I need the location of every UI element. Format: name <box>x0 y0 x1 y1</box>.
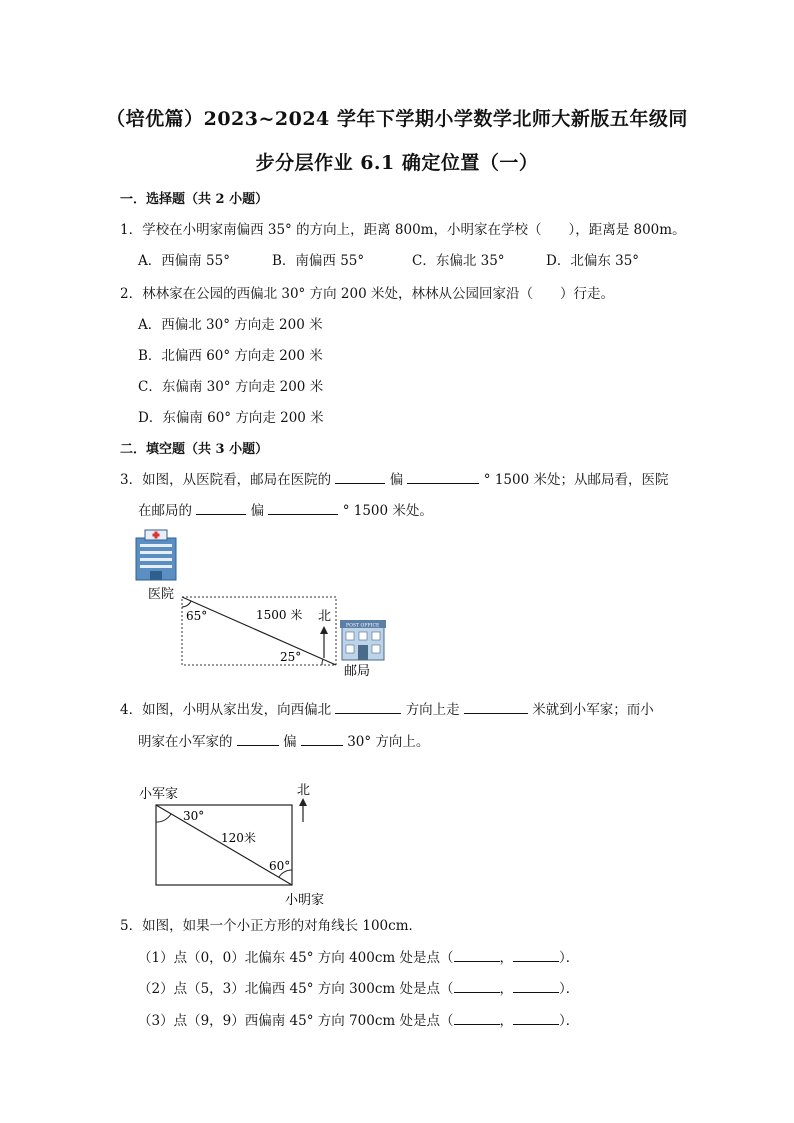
q4-blank-4[interactable] <box>301 733 343 746</box>
q5-item-2-text: （2）点（5，3）北偏西 45° 方向 300cm 处是点（ <box>138 981 454 997</box>
q3-text-f: ° 1500 米处。 <box>342 503 433 519</box>
q5-item-2-blank-1[interactable] <box>454 980 500 993</box>
q5-item-2-blank-2[interactable] <box>513 980 559 993</box>
q5-item-3-text: （3）点（9，9）西偏南 45° 方向 700cm 处是点（ <box>138 1013 454 1029</box>
q5-item-3 <box>138 1009 579 1029</box>
q3-blank-4[interactable] <box>268 502 338 515</box>
q5-item-3-blank-2[interactable] <box>513 1012 559 1025</box>
q4-distance-label: 120米 <box>221 831 256 845</box>
q5-item-1-blank-1[interactable] <box>454 949 500 962</box>
q4-blank-3[interactable] <box>237 733 279 746</box>
q3-angle-arc-hospital <box>182 601 191 607</box>
title-line-2: 步分层作业 6.1 确定位置（一） <box>255 152 539 174</box>
q4-blank-1[interactable] <box>335 701 401 714</box>
q3-angle-hospital: 65° <box>186 609 208 623</box>
q5-item-1-suffix: ）． <box>559 950 580 966</box>
section-choice-heading: 一．选择题（共 2 小题） <box>120 192 269 207</box>
question-3-line-2 <box>138 499 433 519</box>
q5-item-2 <box>138 977 579 997</box>
q4-figure <box>135 778 335 908</box>
q5-item-1-blank-2[interactable] <box>513 949 559 962</box>
hospital-label: 医院 <box>148 587 175 602</box>
q3-figure <box>130 528 400 680</box>
question-4-line-2 <box>138 730 429 750</box>
q1-option-d[interactable]: D．北偏东 35° <box>546 253 640 269</box>
q3-angle-arc-post <box>322 659 323 665</box>
q4-text-c: 米就到小军家；而小 <box>532 702 654 718</box>
q5-item-3-suffix: ）． <box>559 1013 580 1029</box>
q4-text-a: 4．如图，小明从家出发，向西偏北 <box>120 702 332 718</box>
q5-item-3-comma: ， <box>499 1013 513 1029</box>
q4-text-f: 30° 方向上。 <box>347 734 430 750</box>
xiaojun-home-label: 小军家 <box>139 787 179 802</box>
title-line-1: （培优篇）2023~2024 学年下学期小学数学北师大新版五年级同 <box>106 108 688 130</box>
question-1-text: 1．学校在小明家南偏西 35° 的方向上，距离 800m，小明家在学校（ ），距离是 800m。 <box>120 222 686 238</box>
q1-option-b[interactable]: B．南偏西 55° <box>272 253 365 269</box>
q3-north-arrow-icon <box>320 626 328 634</box>
q4-diagonal <box>156 805 292 885</box>
q3-angle-post: 25° <box>280 650 302 664</box>
q2-option-d[interactable]: D．东偏南 60° 方向走 200 米 <box>138 410 324 426</box>
hospital-icon <box>136 530 176 580</box>
question-3-line-1 <box>120 468 668 488</box>
q1-option-a[interactable]: A．西偏南 55° <box>138 253 230 269</box>
q3-text-e: 偏 <box>250 503 265 519</box>
q4-north-label: 北 <box>297 783 311 798</box>
question-4-line-1 <box>120 698 654 718</box>
q1-option-c[interactable]: C．东偏北 35° <box>412 253 505 269</box>
q3-north-label: 北 <box>318 609 332 624</box>
q2-option-a[interactable]: A．西偏北 30° 方向走 200 米 <box>138 317 323 333</box>
post-office-label: 邮局 <box>344 664 371 679</box>
q5-item-1-comma: ， <box>499 950 513 966</box>
q3-text-d: 在邮局的 <box>138 503 192 519</box>
q3-blank-3[interactable] <box>196 502 246 515</box>
q4-north-arrow-icon <box>299 798 307 806</box>
q4-text-e: 偏 <box>283 734 297 750</box>
q4-angle-arc-top <box>156 814 171 822</box>
q3-distance-label: 1500 米 <box>256 608 303 622</box>
q4-angle-bottom: 60° <box>269 859 291 873</box>
q5-item-3-blank-1[interactable] <box>454 1012 500 1025</box>
q2-option-b[interactable]: B．北偏西 60° 方向走 200 米 <box>138 348 323 364</box>
post-office-sign: POST OFFICE <box>346 623 380 629</box>
q5-item-1-text: （1）点（0，0）北偏东 45° 方向 400cm 处是点（ <box>138 950 454 966</box>
q3-text-b: 偏 <box>389 472 404 488</box>
q5-item-2-suffix: ）． <box>559 981 580 997</box>
q4-blank-2[interactable] <box>464 701 528 714</box>
q4-text-d: 明家在小军家的 <box>138 734 233 750</box>
q4-angle-top: 30° <box>183 809 205 823</box>
q3-text-a: 3．如图，从医院看，邮局在医院的 <box>120 472 332 488</box>
q4-text-b: 方向上走 <box>405 702 460 718</box>
q3-blank-1[interactable] <box>335 471 385 484</box>
question-2-text: 2．林林家在公园的西偏北 30° 方向 200 米处，林林从公园回家沿（ ）行走。 <box>120 286 614 302</box>
question-1-options <box>138 249 639 269</box>
post-office-icon <box>340 620 386 660</box>
q3-blank-2[interactable] <box>407 471 479 484</box>
q3-text-c: ° 1500 米处；从邮局看，医院 <box>483 472 669 488</box>
section-fill-heading: 二．填空题（共 3 小题） <box>120 442 269 457</box>
q2-option-c[interactable]: C．东偏南 30° 方向走 200 米 <box>138 379 324 395</box>
q5-item-2-comma: ， <box>499 981 513 997</box>
question-5-text: 5．如图，如果一个小正方形的对角线长 100cm． <box>120 918 423 934</box>
xiaoming-home-label: 小明家 <box>285 893 325 908</box>
q5-item-1 <box>138 946 579 966</box>
